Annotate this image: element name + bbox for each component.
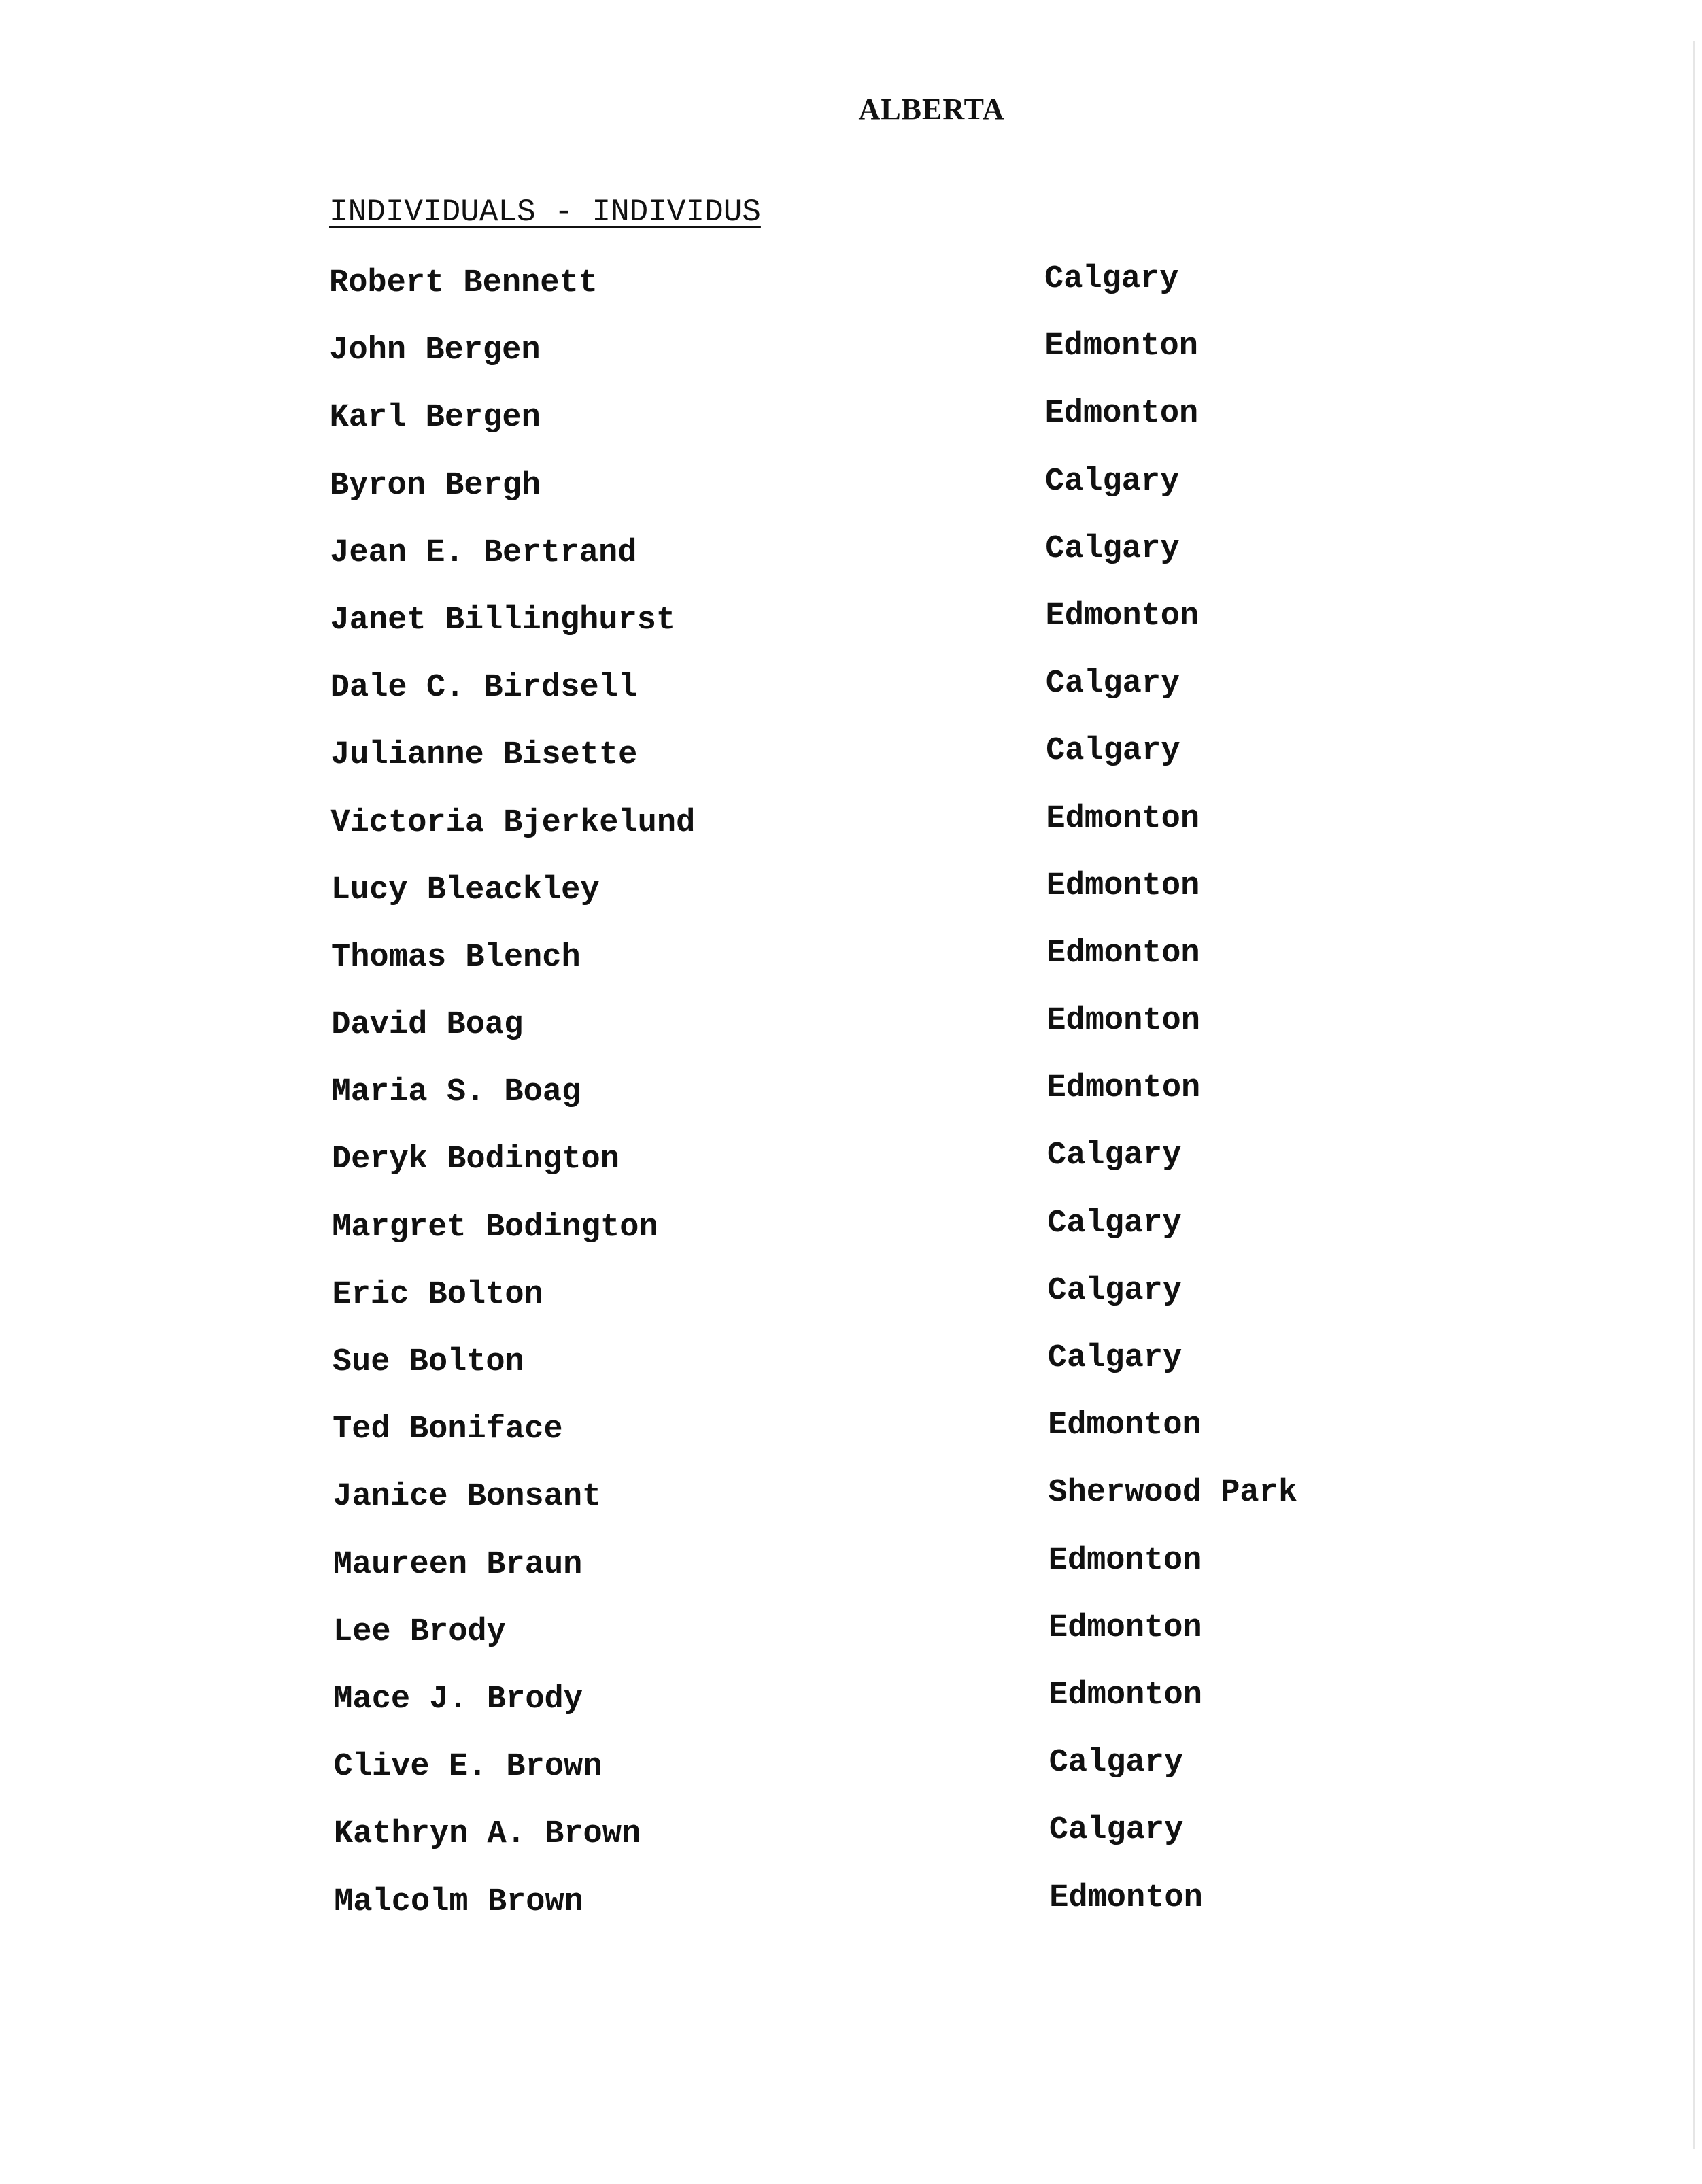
entry-name: Thomas Blench [331,939,581,976]
list-item [331,1070,1417,1142]
entry-city: Edmonton [1046,800,1200,837]
entry-name: David Boag [331,1007,524,1044]
entry-city: Edmonton [1046,1070,1201,1107]
entry-name: Maria S. Boag [331,1074,581,1111]
entry-city: Edmonton [1049,1609,1202,1646]
list-item [329,463,1417,535]
list-item [330,733,1417,804]
entry-name: Jean E. Bertrand [330,534,637,571]
entry-name: Janice Bonsant [333,1479,602,1516]
list-item [331,935,1417,1007]
list-item [333,1542,1417,1614]
list-item [330,868,1417,940]
list-item [333,1745,1417,1816]
list-item [330,800,1417,872]
entry-city: Calgary [1044,261,1179,297]
entry-name: Robert Bennett [329,265,598,301]
list-item [330,666,1417,737]
list-item [333,1407,1417,1479]
list-item [333,1677,1417,1749]
entry-name: Kathryn A. Brown [333,1816,641,1853]
entry-city: Calgary [1045,666,1180,702]
entry-name: Julianne Bisette [330,737,638,774]
entry-city: Calgary [1046,733,1180,770]
entry-city: Edmonton [1046,868,1200,904]
entry-list [329,261,1417,1951]
entry-city: Calgary [1049,1812,1184,1849]
list-item [333,1609,1417,1682]
entry-city: Calgary [1047,1340,1182,1376]
entry-name: Mace J. Brody [333,1681,583,1718]
entry-name: Karl Bergen [329,400,541,437]
entry-name: Margret Bodington [332,1209,658,1246]
entry-city: Edmonton [1046,1003,1200,1040]
list-item [331,1003,1417,1074]
list-item [334,1879,1417,1951]
list-item [330,598,1418,670]
list-item [330,530,1417,602]
entry-city: Sherwood Park [1048,1475,1298,1512]
entry-name: Maureen Braun [333,1546,583,1583]
entry-name: Sue Bolton [332,1344,524,1380]
entry-city: Edmonton [1046,935,1200,972]
entry-city: Edmonton [1049,1879,1203,1916]
list-item [332,1272,1418,1344]
entry-name: Deryk Bodington [331,1142,619,1178]
entry-name: Malcolm Brown [334,1883,583,1920]
entry-name: Victoria Bjerkelund [330,804,696,841]
list-item [329,396,1417,467]
entry-name: Clive E. Brown [333,1749,602,1786]
scan-edge-mark [1693,41,1695,2149]
entry-city: Edmonton [1044,396,1199,432]
entry-city: Edmonton [1048,1542,1202,1579]
entry-name: Lucy Bleackley [330,872,600,908]
entry-city: Edmonton [1049,1677,1202,1713]
list-item [332,1205,1417,1277]
entry-name: Ted Boniface [333,1412,563,1448]
entry-city: Calgary [1044,463,1180,500]
entry-city: Edmonton [1045,598,1199,634]
entry-name: Byron Bergh [329,467,541,504]
list-item [333,1475,1417,1546]
section-heading: INDIVIDUALS - INDIVIDUS [329,194,761,230]
entry-name: Lee Brody [333,1614,506,1650]
entry-city: Calgary [1045,530,1180,567]
entry-name: Janet Billinghurst [330,602,676,638]
entry-city: Edmonton [1044,328,1198,365]
list-item [332,1340,1417,1412]
entry-city: Calgary [1047,1272,1182,1309]
entry-name: Eric Bolton [332,1276,543,1313]
list-item [333,1812,1417,1883]
list-item [331,1138,1417,1209]
list-item [329,328,1417,400]
list-item [329,261,1417,332]
entry-name: Dale C. Birdsell [330,670,638,706]
entry-city: Calgary [1047,1205,1182,1242]
page-title: ALBERTA [858,92,1005,126]
entry-city: Calgary [1049,1745,1184,1781]
entry-city: Calgary [1046,1138,1182,1174]
entry-city: Edmonton [1048,1407,1202,1444]
entry-name: John Bergen [329,332,541,369]
